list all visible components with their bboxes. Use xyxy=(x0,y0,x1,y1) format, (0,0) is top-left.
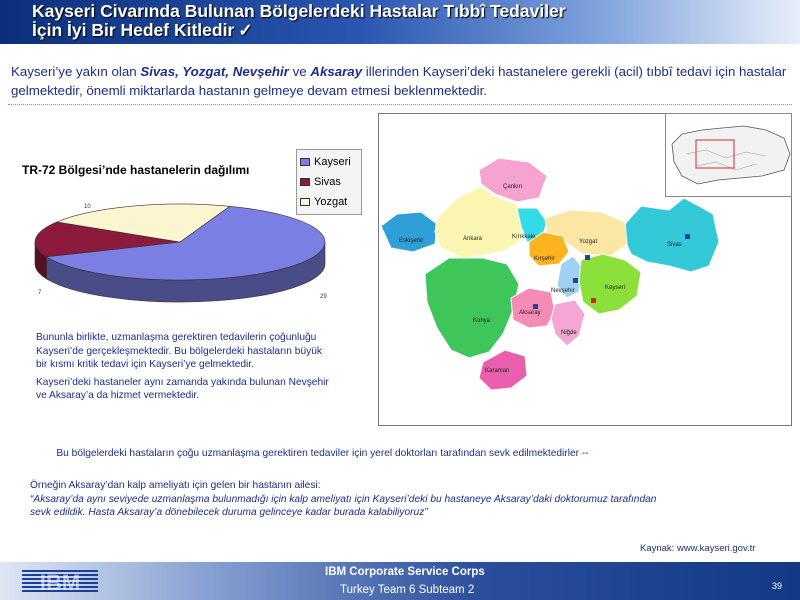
label-konya: Konya xyxy=(473,318,491,324)
marker-yozgat xyxy=(585,255,590,260)
label-kirsehir: Kırşehir xyxy=(534,256,555,262)
province-nigde xyxy=(551,300,585,346)
legend-label: Yozgat xyxy=(314,196,348,208)
province-konya xyxy=(425,258,519,358)
intro-part-2: ve xyxy=(288,64,311,79)
source-citation: Kaynak: www.kayseri.gov.tr xyxy=(640,543,756,554)
label-karaman: Karaman xyxy=(485,368,510,374)
divider xyxy=(8,104,792,105)
legend-label: Sivas xyxy=(314,176,341,188)
chart-title: TR-72 Bölgesi’nde hastanelerin dağılımı xyxy=(22,163,250,177)
legend-item-kayseri xyxy=(300,152,358,172)
header-accent xyxy=(0,0,8,44)
example-block xyxy=(30,479,670,520)
label-nigde: Niğde xyxy=(561,330,577,336)
ibm-logo xyxy=(22,569,98,595)
intro-city-last: Aksaray xyxy=(310,64,363,79)
turkey-outline xyxy=(666,114,793,198)
label-sivas: Sivas xyxy=(667,242,682,248)
intro-part-3: illerinden Kayseri’deki hastanelere gerekli (acil) tıbbî tedavi için hastalar gelmektedir, önemli miktarlarda hastanın gelmeye devam etmesi beklenmektedir. xyxy=(11,64,787,98)
label-eskisehir: Eskişehir xyxy=(399,238,424,244)
body-paragraph-1: Bununla birlikte, uzmanlaşma gerektiren tedavilerin çoğunluğu Kayseri’de gerçekleşmektedir. Bu bölgelerdeki hastaların büyük bir kısmı kritik tedavi için Kayseri’ye gelmektedir. xyxy=(36,332,322,371)
intro-part-1: Kayseri’ye yakın olan xyxy=(11,64,141,79)
example-lead: Örneğin Aksaray’dan kalp ameliyatı için gelen bir hastanın ailesi: xyxy=(30,480,321,491)
marker-kayseri xyxy=(591,298,596,303)
turkey-inset-map xyxy=(665,113,792,197)
body-text xyxy=(36,331,336,407)
label-kirikkale: Kırıkkale xyxy=(512,234,536,240)
label-yozgat: Yozgat xyxy=(579,239,598,245)
province-eskisehir xyxy=(381,212,437,252)
slide-footer xyxy=(0,562,800,600)
example-quote: “Aksaray’da aynı seviyede uzmanlaşma bulunmadığı için kalp ameliyatı için Kayseri’deki bu hastaneye Aksaray’daki doktorumuz tarafından sevk edildik. Hasta Aksaray’a dönebilecek duruma gelinceye kadar burada kalabiliyoruz” xyxy=(30,493,657,518)
body-paragraph-2: Kayseri’deki hastaneler aynı zamanda yakında bulunan Nevşehir ve Aksaray’a da hizmet vermektedir. xyxy=(36,376,329,402)
label-nevsehir: Nevşehir xyxy=(551,288,575,294)
footer-line-1: IBM Corporate Service Corps xyxy=(325,566,485,578)
intro-text xyxy=(11,62,791,100)
ibm-logo-text: IBM xyxy=(39,570,81,595)
pie-data-label-yozgat: 10 xyxy=(84,204,91,210)
footer-line-2: Turkey Team 6 Subteam 2 xyxy=(340,584,475,596)
pie-data-label-sivas: 7 xyxy=(38,290,42,296)
legend-item-sivas xyxy=(300,172,358,192)
referral-note: Bu bölgelerdeki hastaların çoğu uzmanlaşma gerektiren tedaviler için yerel doktorları tarafından sevk edilmektedirler -- xyxy=(56,448,589,459)
check-icon: ✓ xyxy=(238,20,253,40)
title-line-2: İçin İyi Bir Hedef Kitledir xyxy=(32,20,235,40)
marker-sivas xyxy=(685,234,690,239)
intro-cities: Sivas, Yozgat, Nevşehir xyxy=(140,64,289,79)
marker-aksaray xyxy=(533,304,538,309)
pie-chart xyxy=(20,190,350,320)
title-line-1: Kayseri Civarında Bulunan Bölgelerdeki Hastalar Tıbbî Tedaviler xyxy=(32,1,566,21)
label-aksaray: Aksaray xyxy=(519,310,541,316)
page-number: 39 xyxy=(771,581,782,591)
legend-label: Kayseri xyxy=(314,156,351,168)
slide-title xyxy=(32,2,566,40)
slide-header xyxy=(0,0,800,44)
label-ankara: Ankara xyxy=(463,236,483,242)
province-kayseri xyxy=(579,254,641,314)
pie-data-label-kayseri: 29 xyxy=(320,294,327,300)
label-kayseri: Kayseri xyxy=(605,285,626,291)
legend-swatch xyxy=(300,178,310,186)
marker-nevsehir xyxy=(573,278,578,283)
province-sivas xyxy=(623,198,719,272)
label-cankiri: Çankırı xyxy=(503,184,523,190)
legend-swatch xyxy=(300,158,310,166)
